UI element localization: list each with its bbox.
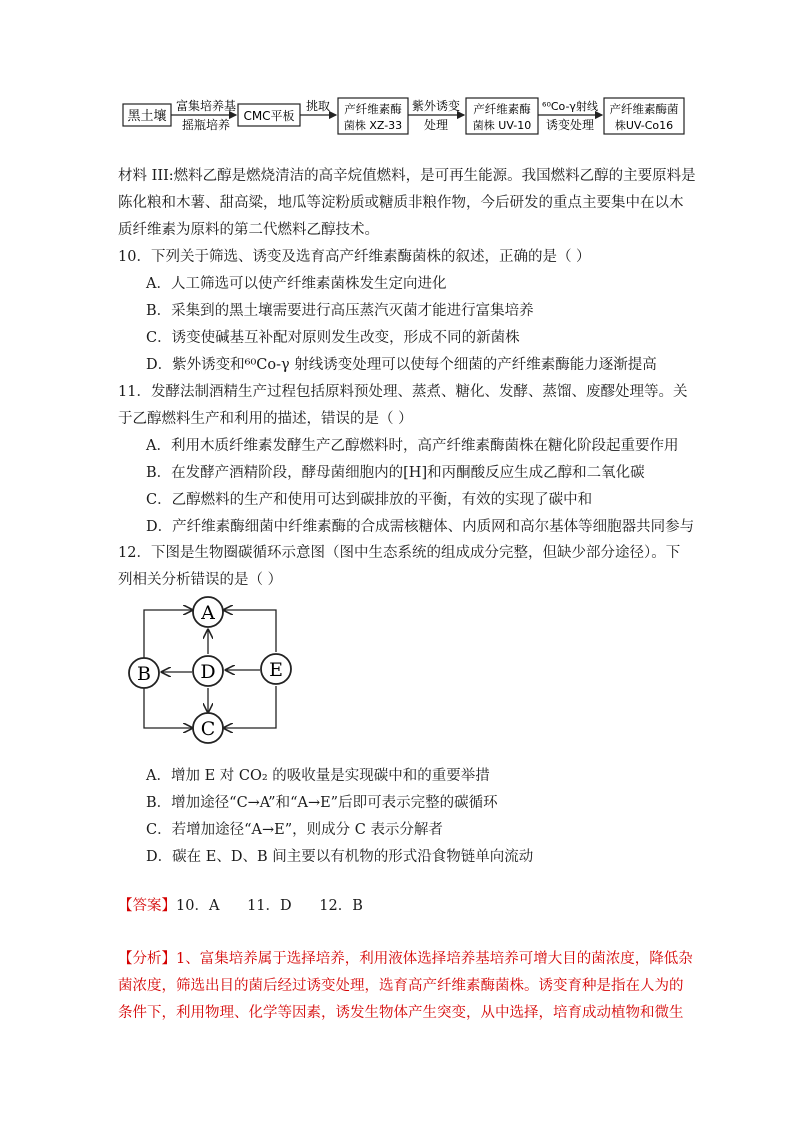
carbon-cycle-diagram — [120, 592, 300, 752]
analysis-line-3: 条件下，利用物理、化学等因素，诱发生物体产生突变，从中选择，培育成动植物和微生 — [118, 1005, 684, 1021]
analysis-line-2: 菌浓度，筛选出目的菌后经过诱变处理，选育高产纤维素酶菌株。诱变育种是指在人为的 — [118, 978, 684, 994]
arrow-b-to-c — [144, 686, 192, 728]
q12-option-b: B．增加途径“C→A”和“A→E”后即可表示完整的碳循环 — [146, 795, 498, 811]
q11-option-c: C．乙醇燃料的生产和使用可达到碳排放的平衡，有效的实现了碳中和 — [146, 492, 593, 508]
flow-node-black-soil-label: 黑土壤 — [127, 109, 167, 124]
flow-arrow-1-bottom: 摇瓶培养 — [181, 118, 231, 132]
flow-node-uvco16-line2: 株UV-Co16 — [614, 119, 674, 132]
arrow-e-to-c — [224, 686, 276, 728]
material3-line-2: 陈化粮和木薯、甜高粱，地瓜等淀粉质或糖质非粮作物，今后研发的重点主要集中在以木 — [118, 195, 684, 211]
q12-stem-line-2: 列相关分析错误的是（ ） — [118, 572, 283, 588]
flow-arrow-2-top: 挑取 — [305, 99, 331, 113]
q12-option-c: C．若增加途径“A→E”，则成分 C 表示分解者 — [146, 822, 443, 838]
answer-row — [118, 896, 363, 916]
node-d-label: D — [200, 661, 216, 683]
analysis-label: 【分析】 — [118, 951, 176, 967]
strain-selection-flowchart — [118, 96, 688, 148]
q10-stem: 10．下列关于筛选、诱变及选育高产纤维素酶菌株的叙述，正确的是（ ） — [118, 249, 591, 265]
q10-option-d: D．紫外诱变和⁶⁰Co-γ 射线诱变处理可以使每个细菌的产纤维素酶能力逐渐提高 — [146, 357, 657, 373]
q11-stem-line-1: 11．发酵法制酒精生产过程包括原料预处理、蒸煮、糖化、发酵、蒸馏、废醪处理等。关 — [118, 384, 688, 400]
flow-arrow-3-top: 紫外诱变 — [411, 99, 461, 113]
material3-line-3: 质纤维素为原料的第二代燃料乙醇技术。 — [118, 222, 379, 238]
node-b-label: B — [137, 663, 151, 685]
q11-stem-line-2: 于乙醇燃料生产和利用的描述，错误的是（ ） — [118, 411, 413, 427]
flow-arrow-1-top: 富集培养基 — [175, 99, 237, 113]
flow-node-uvco16-line1: 产纤维素酶菌 — [609, 102, 679, 116]
node-e-label: E — [269, 659, 283, 681]
answer-text: 10．A 11．D 12．B — [176, 898, 363, 914]
q10-option-a: A．人工筛选可以使产纤维素菌株发生定向进化 — [146, 276, 447, 292]
analysis-text-1: 1、富集培养属于选择培养，利用液体选择培养基培养可增大目的菌浓度，降低杂 — [176, 951, 693, 967]
flow-node-xz33-line1: 产纤维素酶 — [344, 102, 402, 116]
q11-option-a: A．利用木质纤维素发酵生产乙醇燃料时，高产纤维素酶菌株在糖化阶段起重要作用 — [146, 438, 679, 454]
q10-option-c: C．诱变使碱基互补配对原则发生改变，形成不同的新菌株 — [146, 330, 520, 346]
flow-arrow-3-bottom: 处理 — [423, 118, 449, 132]
flow-node-uv10-line1: 产纤维素酶 — [473, 102, 531, 116]
q12-stem-line-1: 12．下图是生物圈碳循环示意图（图中生态系统的组成成分完整，但缺少部分途径）。下 — [118, 545, 681, 561]
q10-option-b: B．采集到的黑土壤需要进行高压蒸汽灭菌才能进行富集培养 — [146, 303, 534, 319]
node-a-label: A — [201, 602, 215, 624]
flow-arrow-4-bottom: 诱变处理 — [545, 118, 595, 132]
analysis-line-1 — [118, 949, 693, 969]
flow-node-xz33-line2: 菌株 XZ-33 — [343, 119, 403, 132]
answer-label: 【答案】 — [118, 898, 176, 914]
flow-node-cmc-plate-label: CMC平板 — [243, 109, 295, 123]
flow-arrow-4-top: ⁶⁰Co-γ射线 — [542, 100, 598, 113]
flow-node-uv10-line2: 菌株 UV-10 — [472, 119, 532, 132]
q11-option-d: D．产纤维素酶细菌中纤维素酶的合成需核糖体、内质网和高尔基体等细胞器共同参与 — [146, 519, 695, 535]
q12-option-d: D．碳在 E、D、B 间主要以有机物的形式沿食物链单向流动 — [146, 849, 534, 865]
material3-line-1: 材料 III:燃料乙醇是燃烧清洁的高辛烷值燃料，是可再生能源。我国燃料乙醇的主要原料是 — [118, 168, 696, 184]
arrow-e-to-a — [224, 610, 276, 652]
node-c-label: C — [200, 718, 216, 740]
q11-option-b: B．在发酵产酒精阶段，酵母菌细胞内的[H]和丙酮酸反应生成乙醇和二氧化碳 — [146, 465, 645, 481]
q12-option-a: A．增加 E 对 CO₂ 的吸收量是实现碳中和的重要举措 — [146, 768, 490, 784]
arrow-b-to-a — [144, 610, 192, 660]
